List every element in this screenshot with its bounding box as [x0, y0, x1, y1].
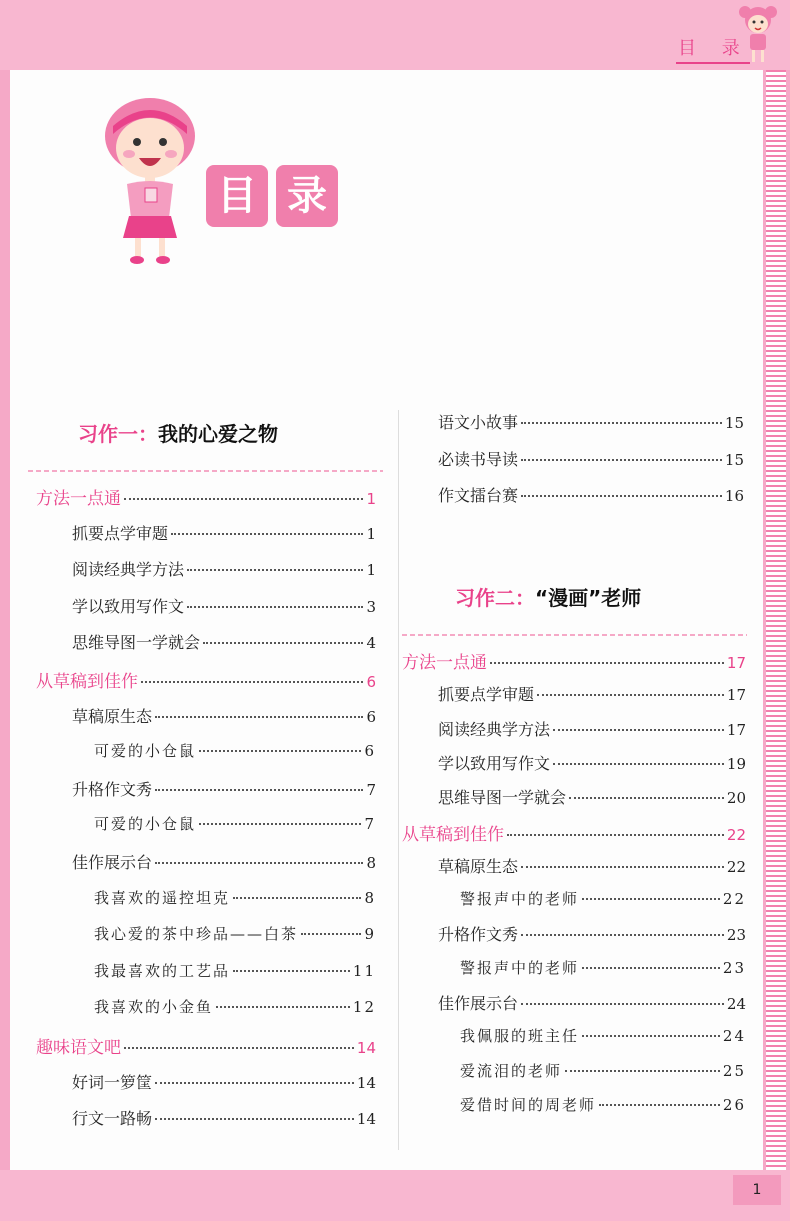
toc-entry-page: 17	[726, 720, 746, 739]
toc-entry-page: 9	[364, 925, 376, 944]
dot-leader	[203, 642, 363, 644]
toc-entry-page: 4	[366, 634, 376, 653]
toc-entry-label: 阅读经典学方法	[72, 560, 185, 580]
toc-entry-label: 我最喜欢的工艺品	[94, 961, 231, 980]
toc-entry-label: 行文一路畅	[72, 1109, 153, 1129]
toc-entry-label: 警报声中的老师	[460, 958, 580, 977]
dot-leader	[187, 569, 363, 571]
section-prefix: 习作一：	[78, 422, 158, 446]
toc-entry-label: 方法一点通	[402, 653, 487, 673]
toc-entry-label: 爱流泪的老师	[460, 1061, 563, 1080]
section-title-1	[78, 418, 278, 447]
toc-entry-page: 1	[366, 490, 376, 508]
divider	[402, 634, 747, 636]
toc-entry-label: 阅读经典学方法	[438, 719, 551, 739]
toc-entry[interactable]	[402, 648, 746, 673]
toc-entry[interactable]	[72, 850, 376, 873]
toc-entry-label: 抓要点学审题	[438, 685, 535, 705]
toc-entry[interactable]	[72, 777, 376, 800]
toc-entry-label: 我佩服的班主任	[460, 1027, 580, 1046]
dot-leader	[553, 763, 724, 765]
toc-entry-page: 1	[366, 524, 376, 543]
toc-entry-page: 17	[726, 686, 746, 705]
toc-entry-label: 必读书导读	[438, 449, 519, 469]
toc-entry-label: 我喜欢的遥控坦克	[94, 888, 231, 907]
toc-entry-label: 抓要点学审题	[72, 523, 169, 543]
toc-entry-page: 14	[356, 1110, 376, 1129]
title-char-2: 录	[276, 165, 338, 227]
toc-entry-page: 23	[726, 926, 746, 945]
toc-entry[interactable]	[438, 991, 746, 1014]
dot-leader	[187, 606, 363, 608]
dot-leader	[565, 1070, 720, 1072]
dot-leader	[521, 866, 724, 868]
dot-leader	[521, 1003, 724, 1005]
toc-entry-page: 24	[722, 1027, 746, 1046]
toc-entry[interactable]	[438, 717, 746, 740]
toc-entry-page: 17	[726, 654, 746, 672]
dot-leader	[582, 898, 720, 900]
toc-entry-page: 19	[726, 754, 746, 773]
toc-entry-page: 16	[724, 487, 744, 506]
toc-entry-label: 我心爱的茶中珍品——白茶	[94, 925, 299, 944]
dot-leader	[155, 789, 363, 791]
toc-entry-label: 好词一箩筐	[72, 1072, 153, 1092]
section-name: 我的心爱之物	[158, 422, 278, 446]
toc-entry[interactable]	[438, 682, 746, 705]
toc-entry-page: 7	[364, 815, 376, 834]
section-title-2	[455, 582, 641, 611]
toc-entry[interactable]	[460, 1094, 746, 1115]
toc-entry[interactable]	[438, 410, 744, 433]
dot-leader	[216, 1006, 350, 1008]
toc-entry-page: 26	[722, 1095, 746, 1114]
toc-entry-page: 3	[366, 597, 376, 616]
toc-entry-label: 佳作展示台	[72, 853, 153, 872]
striped-border	[766, 70, 786, 1170]
toc-entry-label: 方法一点通	[36, 489, 121, 509]
toc-entry-page: 22	[722, 890, 746, 909]
page-number: 1	[733, 1175, 781, 1205]
dot-leader	[155, 862, 363, 864]
toc-entry[interactable]	[94, 960, 376, 981]
toc-entry-page: 23	[722, 958, 746, 977]
toc-entry-page: 24	[726, 995, 746, 1013]
dot-leader	[521, 422, 722, 424]
toc-entry[interactable]	[72, 521, 376, 544]
toc-entry[interactable]	[72, 557, 376, 580]
toc-entry[interactable]	[36, 484, 376, 509]
dot-leader	[582, 1035, 720, 1037]
toc-entry-label: 思维导图一学就会	[72, 633, 201, 653]
toc-entry-page: 6	[364, 742, 376, 761]
running-header: 目 录	[676, 34, 750, 64]
toc-entry-label: 佳作展示台	[438, 994, 519, 1013]
toc-entry[interactable]	[72, 704, 376, 727]
toc-entry[interactable]	[94, 923, 376, 944]
toc-entry[interactable]	[460, 888, 746, 909]
toc-entry-page: 6	[366, 707, 376, 726]
dot-leader	[141, 681, 363, 683]
title-char-1: 目	[206, 165, 268, 227]
dot-leader	[124, 1047, 354, 1049]
section-name: “漫画”老师	[535, 586, 642, 610]
dot-leader	[171, 533, 363, 535]
toc-entry-label: 升格作文秀	[72, 779, 153, 799]
toc-entry-label: 爱借时间的周老师	[460, 1095, 597, 1114]
toc-entry[interactable]	[438, 483, 744, 506]
toc-entry-page: 20	[726, 789, 746, 808]
toc-entry-page: 8	[366, 854, 376, 872]
toc-entry-page: 22	[726, 825, 746, 844]
toc-entry[interactable]	[94, 887, 376, 908]
toc-entry[interactable]	[94, 740, 376, 761]
girl-illustration-icon	[95, 96, 205, 266]
toc-entry-label: 草稿原生态	[72, 706, 153, 726]
toc-entry[interactable]	[438, 854, 746, 877]
dot-leader	[537, 694, 724, 696]
dot-leader	[233, 970, 350, 972]
toc-entry[interactable]	[460, 1025, 746, 1046]
bottom-frame	[0, 1170, 790, 1221]
toc-entry[interactable]	[438, 751, 746, 774]
dot-leader	[199, 750, 361, 752]
toc-entry-label: 我喜欢的小金鱼	[94, 998, 214, 1017]
dot-leader	[155, 716, 363, 718]
column-separator	[398, 410, 399, 1150]
girl-mascot-icon	[733, 2, 783, 66]
toc-entry[interactable]	[438, 447, 744, 470]
dot-leader	[155, 1082, 354, 1084]
toc-entry-label: 警报声中的老师	[460, 890, 580, 909]
dot-leader	[521, 459, 722, 461]
dot-leader	[155, 1118, 354, 1120]
toc-entry-page: 7	[366, 780, 376, 799]
dot-leader	[582, 967, 720, 969]
top-frame	[0, 0, 790, 70]
dot-leader	[124, 498, 363, 500]
toc-entry[interactable]	[94, 813, 376, 834]
toc-entry[interactable]	[460, 1060, 746, 1081]
toc-entry-label: 可爱的小仓鼠	[94, 742, 197, 761]
dot-leader	[569, 797, 724, 799]
toc-entry-page: 14	[356, 1073, 376, 1092]
toc-entry-page: 15	[724, 414, 744, 432]
dot-leader	[233, 897, 361, 899]
toc-entry-page: 12	[352, 998, 376, 1017]
toc-entry-label: 可爱的小仓鼠	[94, 815, 197, 834]
toc-entry-label: 趣味语文吧	[36, 1038, 121, 1058]
dot-leader	[599, 1104, 720, 1106]
toc-entry-page: 25	[722, 1061, 746, 1080]
toc-entry-page: 14	[356, 1039, 376, 1057]
toc-entry-page: 15	[724, 450, 744, 469]
toc-entry-page: 11	[352, 961, 376, 980]
toc-entry-page: 1	[366, 561, 376, 580]
toc-entry[interactable]	[72, 630, 376, 653]
toc-entry-label: 草稿原生态	[438, 856, 519, 876]
toc-entry-label: 语文小故事	[438, 413, 519, 432]
toc-entry-page: 6	[366, 673, 376, 691]
toc-entry-label: 升格作文秀	[438, 925, 519, 945]
dot-leader	[521, 495, 722, 497]
toc-entry[interactable]	[36, 1033, 376, 1058]
toc-entry-label: 从草稿到佳作	[402, 824, 504, 845]
toc-entry[interactable]	[36, 667, 376, 692]
section-prefix: 习作二：	[455, 586, 535, 610]
toc-entry[interactable]	[438, 922, 746, 945]
toc-entry-label: 学以致用写作文	[438, 753, 551, 773]
toc-entry[interactable]	[72, 594, 376, 617]
toc-entry-label: 学以致用写作文	[72, 596, 185, 616]
divider	[28, 470, 383, 472]
toc-entry[interactable]	[460, 957, 746, 978]
toc-entry-label: 作文擂台赛	[438, 486, 519, 506]
toc-entry[interactable]	[94, 996, 376, 1017]
dot-leader	[301, 933, 361, 935]
dot-leader	[199, 823, 361, 825]
toc-entry[interactable]	[72, 1106, 376, 1129]
dot-leader	[490, 662, 724, 664]
toc-entry-page: 8	[364, 888, 376, 907]
toc-entry-label: 思维导图一学就会	[438, 788, 567, 808]
toc-entry[interactable]	[438, 785, 746, 808]
toc-entry-label: 从草稿到佳作	[36, 672, 138, 692]
dot-leader	[553, 729, 724, 731]
dot-leader	[521, 934, 724, 936]
toc-entry-page: 22	[726, 857, 746, 876]
dot-leader	[507, 834, 724, 836]
toc-entry[interactable]	[402, 820, 746, 845]
toc-entry[interactable]	[72, 1070, 376, 1093]
